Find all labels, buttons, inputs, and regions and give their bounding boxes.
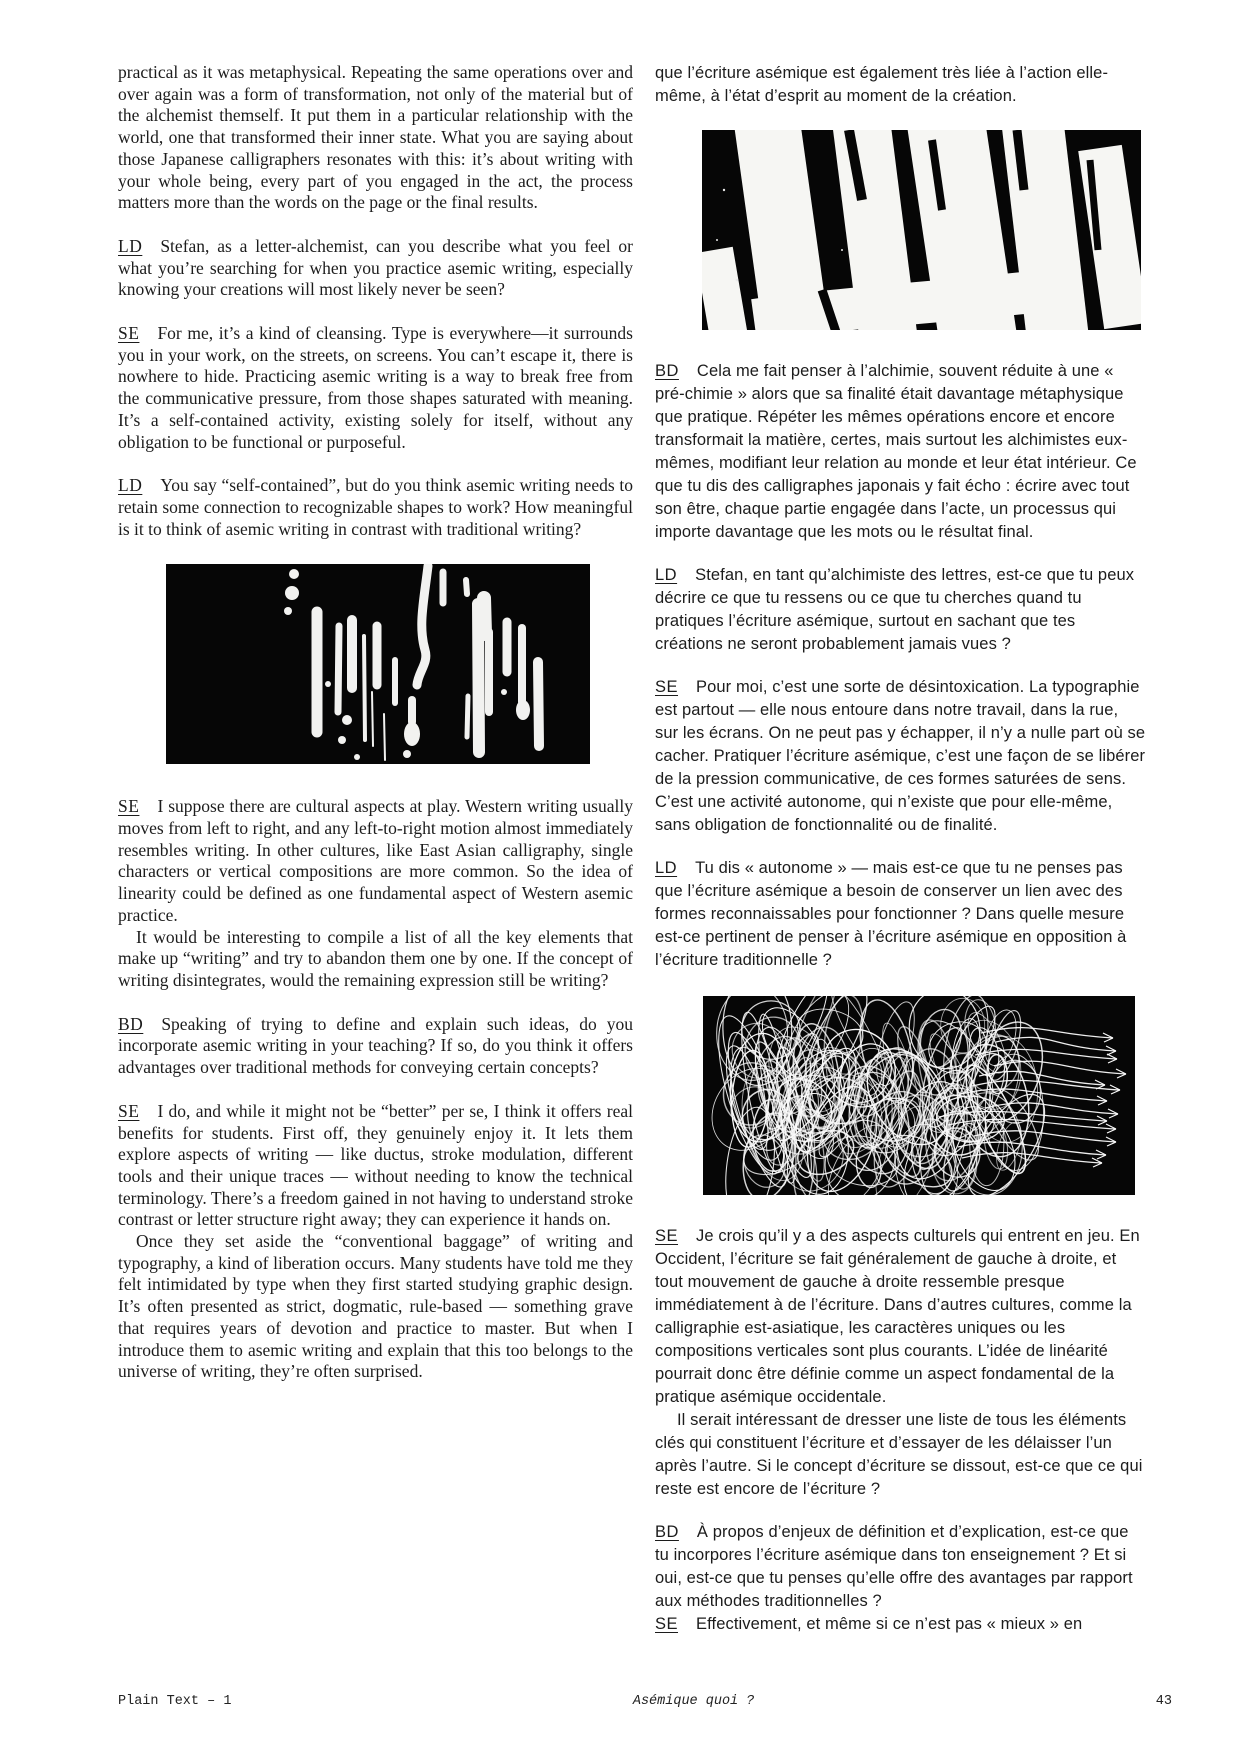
footer-publication: Plain Text – 1 [118,1694,232,1709]
speaker-label: SE [118,323,140,344]
speaker-label: BD [655,362,679,380]
paragraph-continuation: It would be interesting to compile a list of all the key elements that make up “writing” and try to abandon them one by one. If the concept of writing disintegrates, would the remaining expression still be writing? [118,926,633,990]
speaker-label: LD [118,235,143,256]
dialogue-block-se: SE Effectivement, et même si ce n’est pas « mieux » en [655,1615,1083,1633]
speaker-label: SE [118,1100,140,1121]
brush-strokes-image [702,130,1141,330]
asemic-artwork-scribbles [703,996,1135,1195]
footer-page-number: 43 [1155,1694,1172,1709]
dialogue-block-ld: LD Stefan, en tant qu’alchimiste des lettres, est-ce que tu peux décrire ce que tu ressens ou ce que tu cherches quand tu pratiques l’écriture asémique, surtout en sachant que tes créations ne seront probablement jamais vues ? [655,566,1135,653]
ink-drips-image [166,564,590,764]
dialogue-block-bd: BD Speaking of trying to define and explain such ideas, do you incorporate asemic writing in your teaching? If so, do you think it offers advantages over traditional methods for conveying certain concepts? [118,1013,633,1078]
speaker-label: SE [655,1615,679,1633]
column-english [118,62,633,1383]
paragraph-continuation: que l’écriture asémique est également très liée à l’action elle-même, à l’état d’esprit au moment de la création. [655,64,1109,105]
asemic-artwork-brush [702,130,1141,330]
dialogue-block-ld: LD You say “self-contained”, but do you think asemic writing needs to retain some connection to recognizable shapes to work? How meaningful is it to think of asemic writing in contrast with traditional writing? [118,475,633,539]
speaker-label: LD [655,859,678,877]
paragraph-continuation: Once they set aside the “conventional baggage” of writing and typography, a kind of liberation occurs. Many students have told me they felt intimidated by type when they first started studying graphic design. It’s often presented as strict, dogmatic, rule-based — something grave that requires years of devotion and practice to master. But when I introduce them to asemic writing and explain that this too belongs to the universe of writing, they’re often surprised. [118,1231,633,1382]
dialogue-block-se: SE For me, it’s a kind of cleansing. Type is everywhere—it surrounds you in your work, on the streets, on screens. You can’t escape it, there is nowhere to hide. Practicing asemic writing is a way to break free from the communicative pressure, from those shapes saturated with meaning. It’s a self-contained activity, existing solely for itself, without any obligation to be functional or purposeful. [118,323,633,452]
speaker-label: SE [655,1227,679,1245]
paragraph-continuation: practical as it was metaphysical. Repeating the same operations over and over again was a form of transformation, not only of the material but of the alchemist themself. It put them in a particular relationship with the world, one that transformed their inner state. What you are saying about those Japanese calligraphers resonates with this: it’s about writing with your whole being, every part of you engaged in the act, the process matters more than the words on the page or the final results. [118,62,633,213]
paragraph-continuation: Il serait intéressant de dresser une liste de tous les éléments clés qui constituent l’écriture et d’essayer de les délaisser l’un après l’autre. Si le concept d’écriture se dissout, est-ce que ce qui reste est encore de l’écriture ? [655,1411,1143,1498]
speaker-label: SE [655,678,679,696]
dialogue-block-bd: BD À propos d’enjeux de définition et d’explication, est-ce que tu incorpores l’écriture asémique dans ton enseignement ? Et si oui, est-ce que tu penses qu’elle offre des avantages par rapport aux méthodes traditionnelles ? [655,1523,1133,1610]
footer-article-title: Asémique quoi ? [632,1694,755,1709]
column-french [655,62,1146,1636]
asemic-artwork-drips [166,564,590,764]
speaker-label: BD [118,1013,144,1034]
dialogue-block-se: SE Pour moi, c’est une sorte de désintoxication. La typographie est partout — elle nous entoure dans notre travail, dans la rue, sur les écrans. On ne peut pas y échapper, il n’y a nulle part où se cacher. Pratiquer l’écriture asémique, c’est une façon de se libérer de la pression communicative, de ces formes saturées de sens. C’est une activité autonome, qui n’existe que pour elle-même, sans obligation de fonctionnalité ou de finalité. [655,678,1146,834]
dialogue-block-ld: LD Stefan, as a letter-alchemist, can you describe what you feel or what you’re searching for when you practice asemic writing, especially knowing your creations will most likely never be seen? [118,235,633,300]
dialogue-block-ld: LD Tu dis « autonome » — mais est-ce que tu ne penses pas que l’écriture asémique a besoin de conserver un lien avec des formes reconnaissables pour fonctionner ? Dans quelle mesure est-ce pertinent de penser à l’écriture asémique en opposition à l’écriture traditionnelle ? [655,859,1127,969]
speaker-label: BD [655,1523,679,1541]
dialogue-block-se: SE Je crois qu’il y a des aspects culturels qui entrent en jeu. En Occident, l’écriture se fait généralement de gauche à droite, et tout mouvement de gauche à droite ressemble presque immédiatement à de l’écriture. Dans d’autres cultures, comme la calligraphie est-asiatique, les caractères uniques ou les compositions verticales sont plus courants. L’idée de linéarité pourrait donc être définie comme un aspect fondamental de la pratique asémique occidentale. [655,1227,1140,1406]
dialogue-block-se: SE I suppose there are cultural aspects at play. Western writing usually moves from left to right, and any left-to-right motion almost immediately resembles writing. In other cultures, like East Asian calligraphy, single characters or vertical compositions are more common. So the idea of linearity could be defined as one fundamental aspect of Western asemic practice. [118,796,633,925]
speaker-label: LD [655,566,678,584]
page-footer [118,1694,1172,1709]
dialogue-block-bd: BD Cela me fait penser à l’alchimie, souvent réduite à une « pré-chimie » alors que sa finalité était davantage métaphysique que pratique. Répéter les mêmes opérations encore et encore transformait la matière, certes, mais surtout les alchimistes eux-mêmes, modifiant leur relation au monde et leur état intérieur. Ce que tu dis des calligraphes japonais y fait écho : écrire avec tout son être, chaque partie engagée dans l’acte, un processus qui importe davantage que les mots ou le résultat final. [655,362,1137,541]
dialogue-block-se: SE I do, and while it might not be “better” per se, I think it offers real benefits for students. First off, they genuinely enjoy it. It lets them explore aspects of writing — like ductus, stroke modulation, different tools and their unique traces — without needing to know the technical terminology. There’s a freedom gained in not having to understand stroke contrast or letter structure right away; they can experience it hands on. [118,1100,633,1230]
speaker-label: SE [118,796,140,817]
speaker-label: LD [118,475,143,496]
pen-scribbles-image [703,996,1135,1195]
